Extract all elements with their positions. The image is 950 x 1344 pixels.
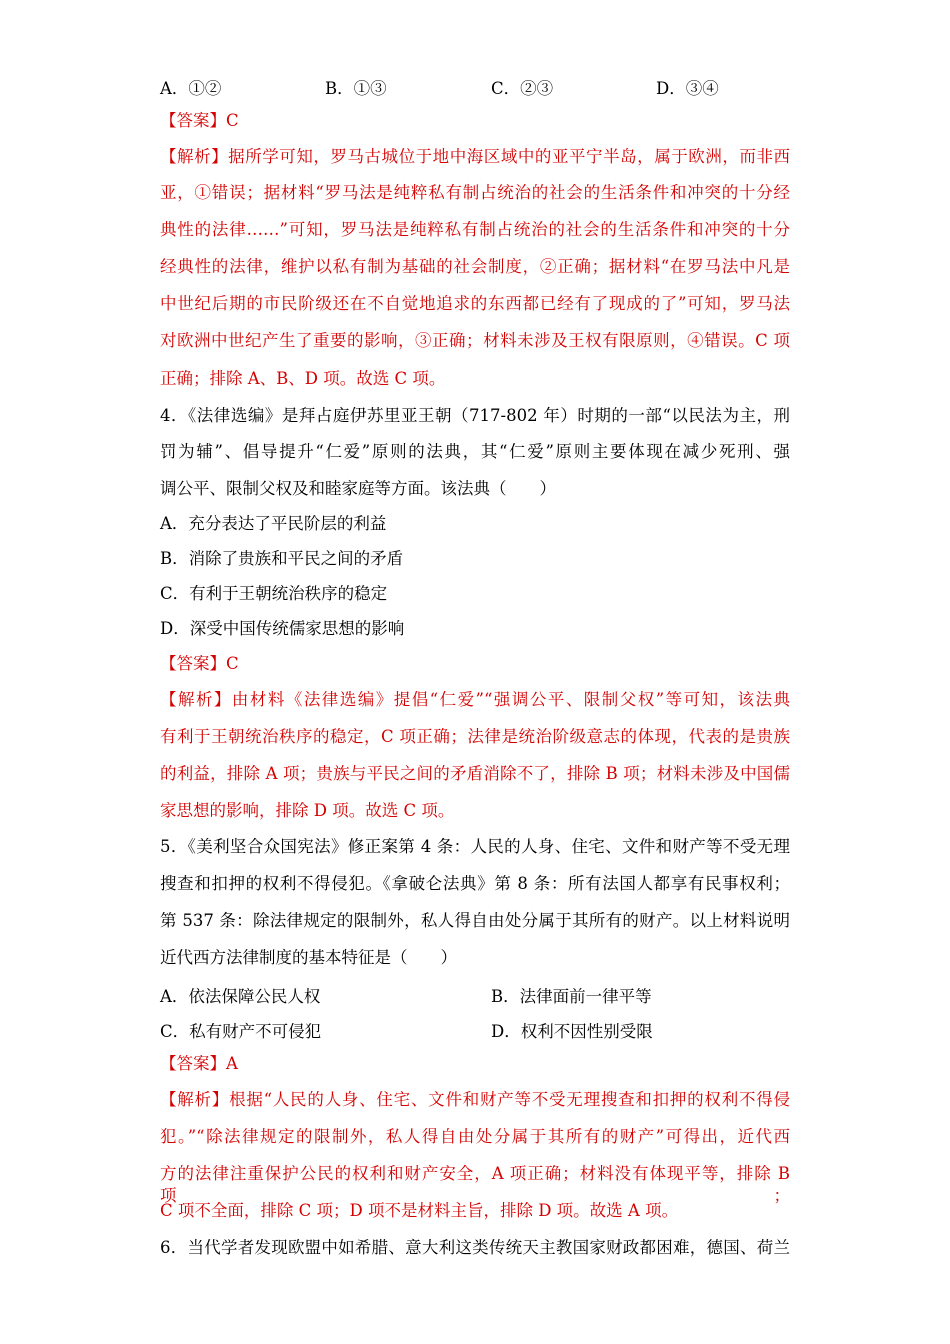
q5-analysis-line: 犯。”“除法律规定的限制外，私人得自由处分属于其所有的财产”可得出，近代西 — [160, 1127, 790, 1146]
q4-stem-line: 罚为辅”、倡导提升“仁爱”原则的法典，其“仁爱”原则主要体现在减少死刑、强 — [160, 442, 790, 461]
q5-option-c: C．私有财产不可侵犯 — [160, 1022, 322, 1041]
q4-analysis-line: 家思想的影响，排除 D 项。故选 C 项。 — [160, 801, 455, 820]
q3-analysis-line: 典性的法律……”可知，罗马法是纯粹私有制占统治的社会的生活条件和冲突的十分 — [160, 220, 790, 239]
q4-analysis-line: 有利于王朝统治秩序的稳定，C 项正确；法律是统治阶级意志的体现，代表的是贵族 — [160, 727, 790, 746]
q3-analysis-line: 亚，①错误；据材料“罗马法是纯粹私有制占统治的社会的生活条件和冲突的十分经 — [160, 183, 790, 202]
q3-option-d: D．③④ — [656, 79, 719, 98]
q5-answer: 【答案】A — [160, 1054, 238, 1073]
q5-analysis-line: 【解析】根据“人民的人身、住宅、文件和财产等不受无理搜查和扣押的权利不得侵 — [160, 1090, 790, 1109]
q4-answer: 【答案】C — [160, 654, 239, 673]
q5-stem-line: 第 537 条：除法律规定的限制外，私人得自由处分属于其所有的财产。以上材料说明 — [160, 911, 790, 930]
q3-analysis-line: 对欧洲中世纪产生了重要的影响，③正确；材料未涉及王权有限原则，④错误。C 项 — [160, 331, 790, 350]
q3-option-a: A．①② — [160, 79, 222, 98]
q5-option-b: B．法律面前一律平等 — [491, 987, 652, 1006]
q5-analysis-line: 方的法律注重保护公民的权利和财产安全，A 项正确；材料没有体现平等，排除 B 项； — [160, 1164, 790, 1205]
q6-stem-line: 6．当代学者发现欧盟中如希腊、意大利这类传统天主教国家财政都困难，德国、荷兰 — [160, 1238, 790, 1257]
q3-analysis-line: 中世纪后期的市民阶级还在不自觉地追求的东西都已经有了现成的了”可知，罗马法 — [160, 294, 790, 313]
q5-option-d: D．权利不因性别受限 — [491, 1022, 653, 1041]
q4-stem-line: 4．《法律选编》是拜占庭伊苏里亚王朝（717-802 年）时期的一部“以民法为主，刑 — [160, 406, 790, 425]
q3-analysis-line: 经典性的法律，维护以私有制为基础的社会制度，②正确；据材料“在罗马法中凡是 — [160, 257, 790, 276]
q3-option-c: C．②③ — [491, 79, 554, 98]
q5-stem-line: 近代西方法律制度的基本特征是（ ） — [160, 948, 457, 967]
q5-analysis-line: C 项不全面，排除 C 项；D 项不是材料主旨，排除 D 项。故选 A 项。 — [160, 1201, 679, 1220]
q5-option-a: A．依法保障公民人权 — [160, 987, 321, 1006]
q4-analysis-line: 【解析】由材料《法律选编》提倡“仁爱”“强调公平、限制父权”等可知，该法典 — [160, 690, 790, 709]
q4-option-d: D．深受中国传统儒家思想的影响 — [160, 619, 405, 638]
q4-option-a: A．充分表达了平民阶层的利益 — [160, 514, 387, 533]
q4-analysis-line: 的利益，排除 A 项；贵族与平民之间的矛盾消除不了，排除 B 项；材料未涉及中国儒 — [160, 764, 790, 783]
q5-stem-line: 搜查和扣押的权利不得侵犯。《拿破仑法典》第 8 条：所有法国人都享有民事权利； — [160, 874, 790, 893]
q4-option-b: B．消除了贵族和平民之间的矛盾 — [160, 549, 404, 568]
q3-answer: 【答案】C — [160, 111, 239, 130]
q5-stem-line: 5．《美利坚合众国宪法》修正案第 4 条：人民的人身、住宅、文件和财产等不受无理 — [160, 837, 790, 856]
q3-analysis-line: 正确；排除 A、B、D 项。故选 C 项。 — [160, 369, 446, 388]
q3-option-b: B．①③ — [325, 79, 387, 98]
q4-option-c: C．有利于王朝统治秩序的稳定 — [160, 584, 388, 603]
q3-analysis-line: 【解析】据所学可知，罗马古城位于地中海区域中的亚平宁半岛，属于欧洲，而非西 — [160, 147, 790, 166]
q4-stem-line: 调公平、限制父权及和睦家庭等方面。该法典（ ） — [160, 479, 556, 498]
